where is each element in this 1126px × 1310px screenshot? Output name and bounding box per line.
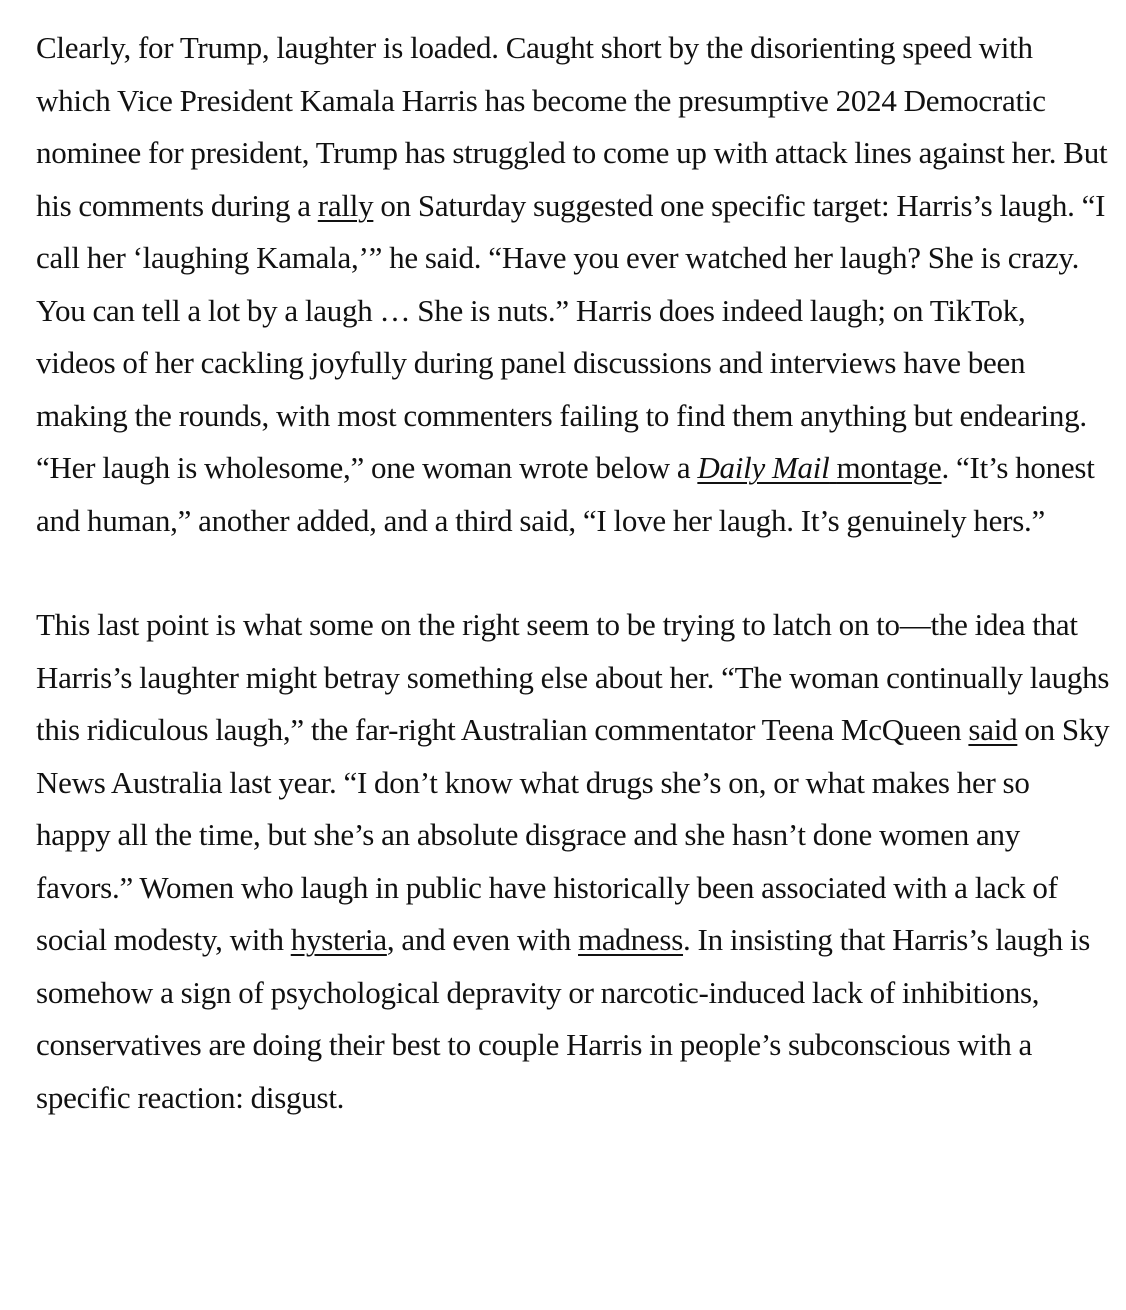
daily-mail-link-space[interactable] <box>830 450 837 485</box>
rally-link[interactable]: rally <box>317 187 374 223</box>
said-link[interactable]: said <box>968 712 1018 747</box>
text-span: This last point is what some on the right seem to be trying to latch on to—the idea that Harris’s laughter might betray something else about her. “The woman continually laughs this ridiculous laugh,” the far-right Australian commentator Teena McQueen <box>36 607 1110 747</box>
text-span: on Sky News Australia last year. “I don’t know what drugs she’s on, or what makes her so happy all the time, but she’s an absolute disgrace and she hasn’t done women any favors.” Women who laugh in public have historically been associated with a lack of social modesty, with <box>36 712 1110 957</box>
text-span: . “It’s honest and human,” another added, and a third said, “I love her laugh. It’s genuinely hers.” <box>36 450 1095 538</box>
article-body <box>36 22 1111 1124</box>
montage-link[interactable]: montage <box>836 450 942 485</box>
text-span: . In insisting that Harris’s laugh is somehow a sign of psychological depravity or narcotic-induced lack of inhibitions, conservatives are doing their best to couple Harris in people’s subconscious with a specific reaction: disgust. <box>36 922 1091 1115</box>
text-span: , and even with <box>386 922 578 957</box>
paragraph-2 <box>36 599 1111 1124</box>
madness-link[interactable]: madness <box>578 922 684 957</box>
paragraph-1 <box>36 22 1111 547</box>
text-span: on Saturday suggested one specific target: Harris’s laugh. “I call her ‘laughing Kamala,’” he said. “Have you ever watched her laugh? She is crazy. You can tell a lot by a laugh … She is nuts.” Harris does indeed laugh; on TikTok, videos of her cackling joyfully during panel discussions and interviews have been making the rounds, with most commenters failing to find them anything but endearing. “Her laugh is wholesome,” one woman wrote below a <box>36 187 1106 485</box>
text-span: Clearly, for Trump, laughter is loaded. Caught short by the disorienting speed with which Vice President Kamala Harris has become the presumptive 2024 Democratic nominee for president, Trump has struggled to come up with attack lines against her. But his comments during a <box>36 30 1108 223</box>
daily-mail-link[interactable]: Daily Mail <box>697 450 830 485</box>
hysteria-link[interactable]: hysteria <box>290 922 387 957</box>
